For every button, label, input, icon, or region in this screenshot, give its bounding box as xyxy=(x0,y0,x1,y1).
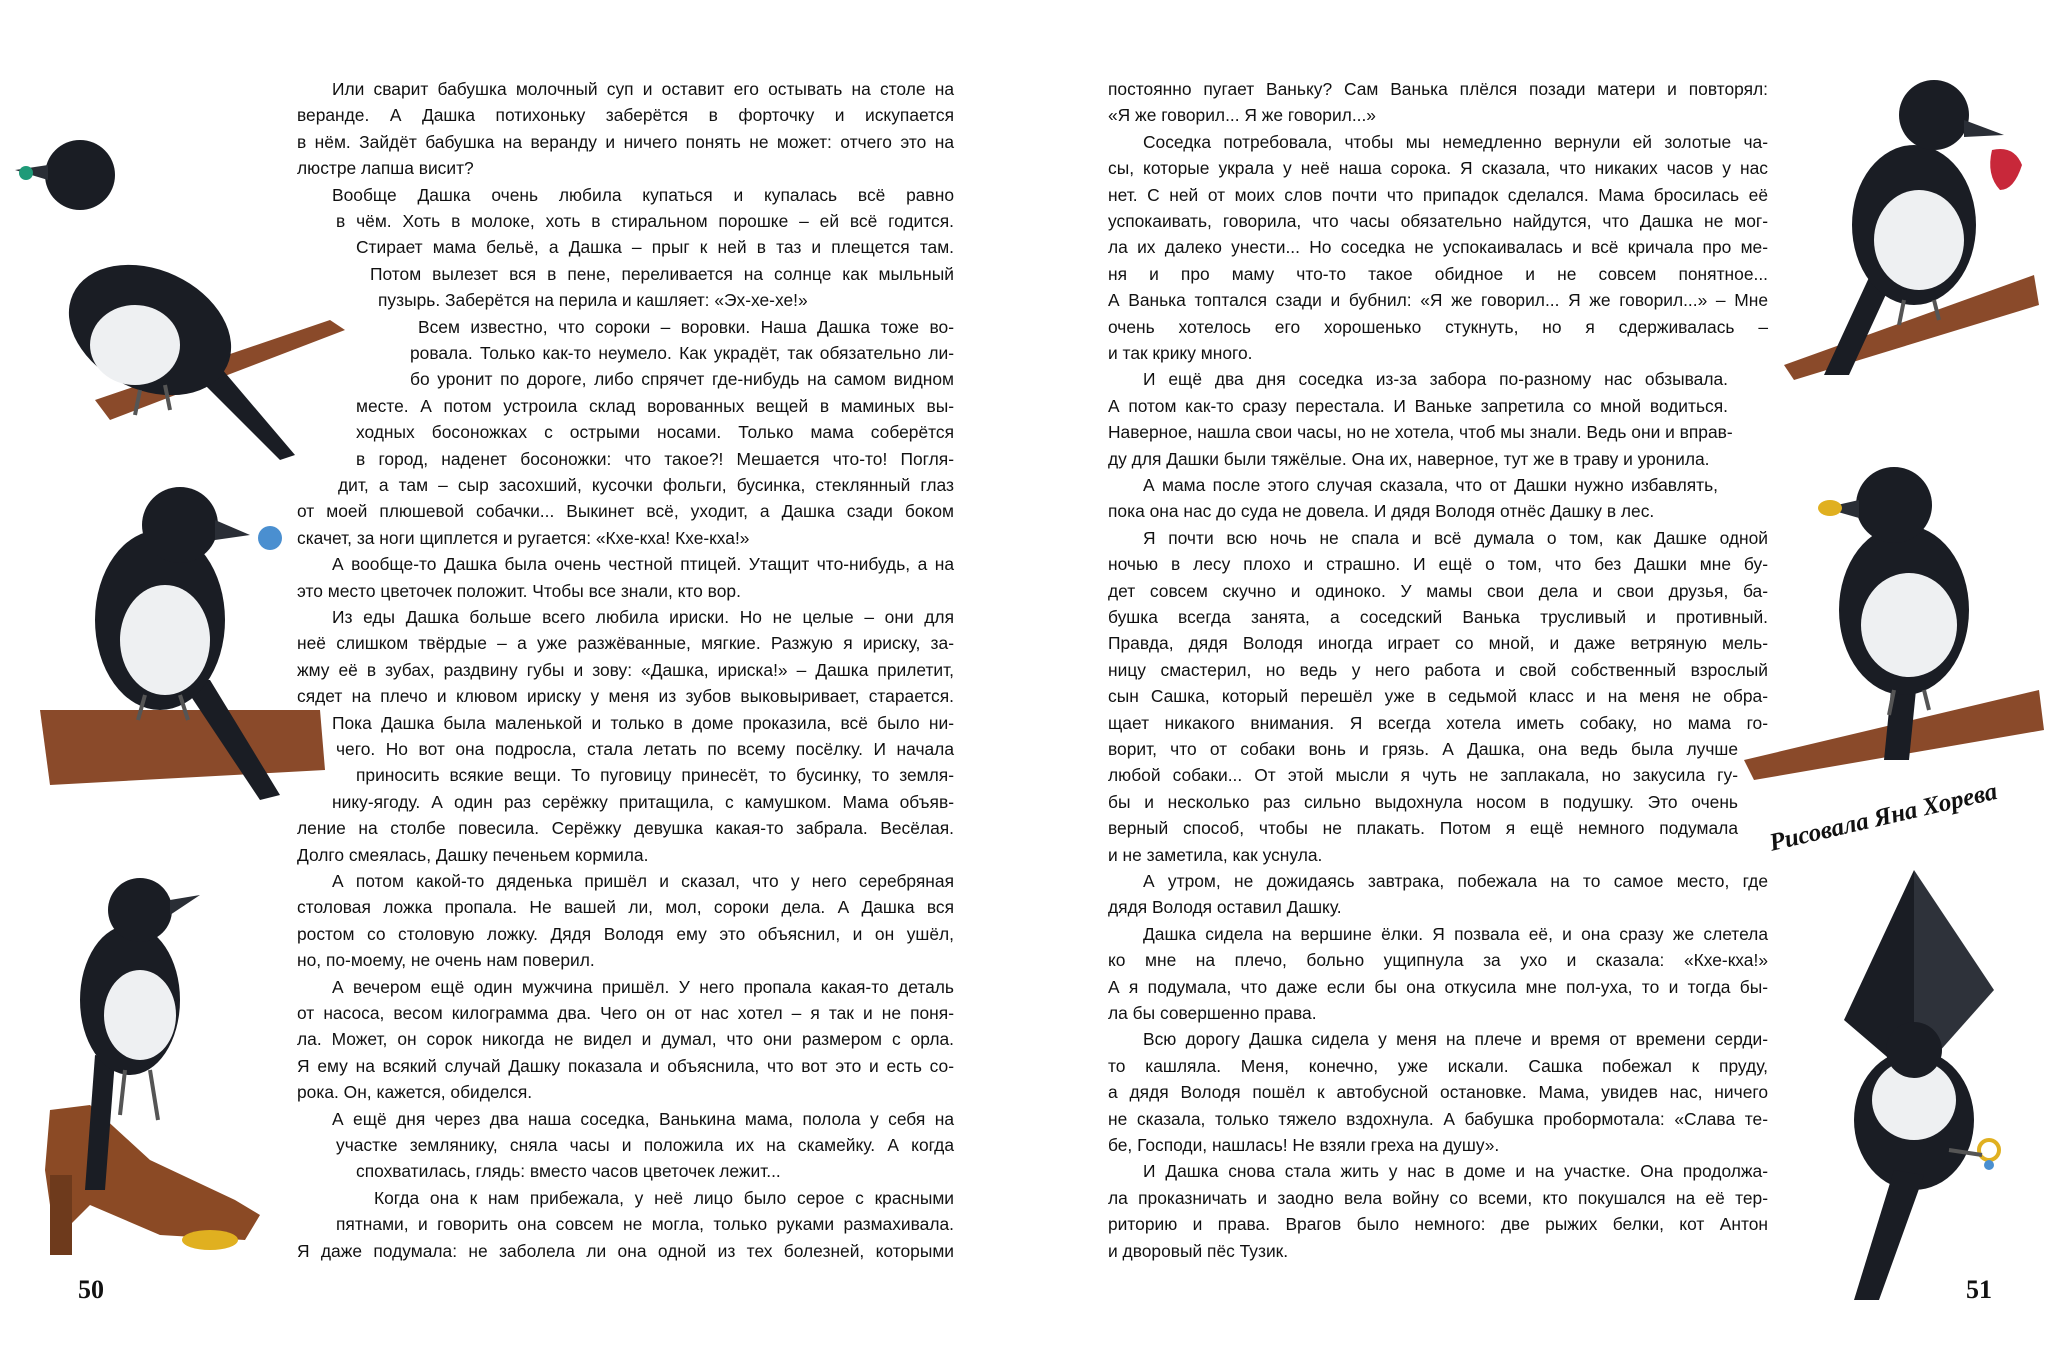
magpie-head xyxy=(1856,467,1932,543)
text-line: неё слишком твёрдые – а уже разжёванные, мягкие. Разжую я ириску, за- xyxy=(297,633,954,654)
text-line: дет совсем скучно и одиноко. У мамы свои дела и свои друзья, ба- xyxy=(1108,580,1768,601)
text-line: пузырь. Заберётся на перила и кашляет: «Эх-хе-хе!» xyxy=(378,290,808,311)
text-line: ление на столбе повесила. Серёжку девушка какая-то забрала. Весёлая. xyxy=(297,818,954,839)
magpie-with-green-bead-illustration xyxy=(0,130,360,470)
text-line: скачет, за ноги щиплется и ругается: «Кхе-кха! Кхе-кха!» xyxy=(297,527,750,548)
text-line: Из еды Дашка больше всего любила ириски. Но не целые – они для xyxy=(332,607,954,627)
text-line: столовая ложка пропала. Не вашей ли, мол, сороки дела. А Дашка вся xyxy=(297,897,954,918)
strawberry-icon xyxy=(1990,149,2022,190)
text-line: веранде. А Дашка потихоньку заберётся в форточку и искупается xyxy=(297,105,954,126)
text-line: а дядя Володя пошёл к автобусной остановке. Мама, увидев нас, ничего xyxy=(1108,1082,1768,1103)
text-line: Я даже подумала: не заболела ли она одной из тех болезней, которыми xyxy=(297,1240,954,1261)
text-line: ходных босоножках с острыми носами. Только мама соберётся xyxy=(356,422,954,443)
text-line: успокаивать, говорила, что часы обязательно найдутся, что Дашка не мог- xyxy=(1108,211,1768,231)
glass-eye-icon xyxy=(258,526,282,550)
text-line: сы, которые украла у неё наша сорока. Я сказала, что никаких часов у нас xyxy=(1108,158,1768,179)
magpie-tail xyxy=(1854,1170,1924,1300)
text-line: в город, наденет босоножки: что такое?! Мешается что-то! Погля- xyxy=(356,448,954,469)
text-line: ла бы совершенно права. xyxy=(1108,1003,1317,1023)
text-line: пока она нас до суда не довела. И дядя Володя отнёс Дашку в лес. xyxy=(1108,501,1655,522)
text-line: ня и про маму что-то такое обидное и не совсем понятное... xyxy=(1108,263,1768,284)
text-line: Пока Дашка была маленькой и только в доме проказила, всё было ни- xyxy=(332,712,954,733)
text-line: постоянно пугает Ваньку? Сам Ванька плёлся позади матери и повторял: xyxy=(1108,79,1768,99)
text-line: Я ему на всякий случай Дашку показала и объяснила, что вот это и есть со- xyxy=(297,1055,954,1076)
text-line: сын Сашка, который перешёл уже в седьмой класс и на меня не обра- xyxy=(1108,686,1768,707)
text-line: в чём. Хоть в молоке, хоть в стиральном порошке – ей всё годится. xyxy=(336,211,954,231)
page-number-right: 51 xyxy=(1966,1275,1992,1304)
text-line: пятнами, и говорить она совсем не могла, только руками размахивала. xyxy=(336,1214,954,1235)
text-line: и дворовый пёс Тузик. xyxy=(1108,1240,1289,1261)
text-line: ла. Может, он сорок никогда не видел и думал, что они размером с орла. xyxy=(297,1029,954,1050)
magpie-belly xyxy=(1874,190,1964,290)
text-line: дядя Володя оставил Дашку. xyxy=(1108,897,1342,918)
magpie-belly xyxy=(120,585,210,695)
text-line: чего. Но вот она подросла, стала летать по всему посёлку. И начала xyxy=(336,739,954,759)
text-line: А ещё дня через два наша соседка, Ванькина мама, полола у себя на xyxy=(332,1108,954,1129)
text-line: это место цветочек положит. Чтобы все знали, кто вор. xyxy=(297,580,741,601)
magpie-belly xyxy=(104,970,176,1060)
text-line: участке землянику, сняла часы и положила их на скамейку. А когда xyxy=(336,1135,954,1155)
shoe-heel xyxy=(50,1175,72,1255)
magpie-leg xyxy=(1899,300,1904,325)
page-number-left: 50 xyxy=(78,1275,104,1304)
text-line: Я почти всю ночь не спала и всё думала о том, как Дашке одной xyxy=(1143,527,1768,548)
text-line: А я подумала, что даже если бы она откусила мне пол-уха, то и тогда бы- xyxy=(1108,976,1768,997)
text-line: щает никакого внимания. Я всегда хотела иметь собаку, но мама го- xyxy=(1108,712,1768,733)
magpie-head xyxy=(45,140,115,210)
text-line: риторию и права. Врагов было немного: две рыжих белки, кот Антон xyxy=(1108,1214,1768,1235)
text-line: верный способ, чтобы не плакать. Потом я ещё немного подумала xyxy=(1108,818,1738,839)
text-line: ду для Дашки были тяжёлые. Она их, наверное, тут же в траву и уронила. xyxy=(1108,448,1710,469)
earring-icon xyxy=(1979,1140,1999,1160)
text-line: приносить всякие вещи. То пуговицу принесёт, то бусинку, то земля- xyxy=(356,765,954,786)
text-line: Вообще Дашка очень любила купаться и купалась всё равно xyxy=(332,184,954,205)
text-line: А утром, не дожидаясь завтрака, побежала на то самое место, где xyxy=(1143,871,1768,891)
text-line: Стирает мама бельё, а Дашка – прыг к ней в таз и плещется там. xyxy=(356,237,954,258)
right-page xyxy=(1024,0,2048,1350)
text-line: но, по-моему, не очень нам поверил. xyxy=(297,950,595,971)
magpie-beak xyxy=(170,895,200,915)
magpie-leg xyxy=(150,1070,158,1120)
text-line: месте. А потом устроила склад ворованных вещей в маминых вы- xyxy=(356,395,954,416)
magpie-head xyxy=(108,878,172,942)
text-line: бы и несколько раз сильно выдохнула носом в подушку. Это очень xyxy=(1108,791,1738,812)
text-line: жму её в зубах, раздвину губы и зову: «Дашка, ириска!» – Дашка прилетит, xyxy=(297,659,954,680)
text-line: А потом как-то сразу перестала. И Ваньке запретила со мной водиться. xyxy=(1108,395,1728,416)
text-line: А вообще-то Дашка была очень честной птицей. Утащит что-нибудь, а на xyxy=(332,554,954,575)
text-line: бе, Господи, нашлась! Не взяли греха на душу». xyxy=(1108,1135,1500,1155)
text-line: Долго смеялась, Дашку печеньем кормила. xyxy=(297,844,649,865)
text-line: ночью в лесу плохо и страшно. И ещё о том, что без Дашки мне бу- xyxy=(1108,554,1768,575)
text-line: И ещё два дня соседка из-за забора по-разному нас обзывала. xyxy=(1143,369,1728,390)
magpie-head xyxy=(142,487,218,563)
text-line: Всем известно, что сороки – воровки. Наша Дашка тоже во- xyxy=(418,316,954,337)
magpie-belly xyxy=(90,305,180,385)
text-line: рока. Он, кажется, обиделся. xyxy=(297,1082,533,1103)
text-line: то кашляла. Меня, конечно, уже искали. Сашка побежал к пруду, xyxy=(1108,1055,1768,1076)
magpie-belly xyxy=(1861,573,1957,677)
text-line: нет. С ней от моих слов почти что припадок сделался. Мама бросилась её xyxy=(1108,184,1768,205)
text-line: дит, а там – сыр засохший, кусочки фольги, бусинка, стеклянный глаз xyxy=(338,475,954,495)
branch xyxy=(40,710,325,785)
magpie-with-candy-illustration xyxy=(1744,460,2044,780)
magpie-flying-with-earring-illustration xyxy=(1764,870,2044,1310)
magpie-on-shoe-illustration xyxy=(30,870,290,1270)
text-line: очень хотелось его хорошенько стукнуть, но я сдерживалась – xyxy=(1108,316,1768,337)
magpie-head xyxy=(1899,80,1969,150)
text-line: ростом со столовую ложку. Дядя Володя ему это объяснил, и он ушёл, xyxy=(297,923,954,944)
text-line: бо уронит по дороге, либо спрячет где-нибудь на самом видном xyxy=(410,369,954,390)
text-line: Дашка сидела на вершине ёлки. Я позвала её, и она сразу же слетела xyxy=(1143,923,1768,944)
text-line: И Дашка снова стала жить у нас в доме и на участке. Она продолжа- xyxy=(1143,1161,1768,1182)
text-line: ворит, что от собаки вонь и грязь. А Дашка, она ведь была лучше xyxy=(1108,739,1738,759)
text-line: Соседка потребовала, чтобы мы немедленно вернули ей золотые ча- xyxy=(1143,131,1768,152)
text-line: и так крику много. xyxy=(1108,343,1253,363)
shoe xyxy=(45,1105,260,1240)
text-line: Всю дорогу Дашка сидела у меня на плече и время от времени серди- xyxy=(1143,1029,1768,1050)
text-line: ницу смастерил, но ведь у него работа и свой собственный взрослый xyxy=(1108,659,1768,680)
text-line: любой собаки... От этой мысли я чуть не заплакала, но закусила гу- xyxy=(1108,765,1738,786)
text-line: ровала. Только как-то неумело. Как украдёт, так обязательно ли- xyxy=(410,343,954,363)
text-line: нику-ягоду. А один раз серёжку притащила, с камушком. Мама объяв- xyxy=(332,791,954,812)
text-line: не сказала, только тяжело вздохнула. А бабушка пробормотала: «Слава те- xyxy=(1108,1108,1768,1129)
text-line: в нём. Зайдёт бабушка на веранду и ничего понять не может: отчего это на xyxy=(297,131,954,152)
earring-stone xyxy=(1984,1160,1994,1170)
magpie-with-strawberry-illustration xyxy=(1764,75,2044,375)
text-line: А Ванька топтался сзади и бубнил: «Я же говорил... Я же говорил...» – Мне xyxy=(1108,290,1768,311)
text-line: люстре лапша висит? xyxy=(297,158,474,179)
text-line: Правда, дядя Володя иногда играет со мной, и даже ветряную мель- xyxy=(1108,633,1768,654)
text-line: А мама после этого случая сказала, что от Дашки нужно избавлять, xyxy=(1143,475,1718,495)
treasure-pile xyxy=(182,1230,238,1250)
magpie-beak xyxy=(215,520,250,540)
text-line: ко мне на плечо, больно ущипнула за ухо и сказала: «Кхе-кха!» xyxy=(1108,950,1768,971)
text-line: сядет на плечо и клювом ириску у меня из зубов выковыривает, старается. xyxy=(297,686,954,707)
text-line: спохватилась, глядь: вместо часов цветочек лежит... xyxy=(356,1161,781,1182)
text-line: бушка всегда занята, а соседский Ванька трусливый и противный. xyxy=(1108,607,1768,627)
text-line: от насоса, весом килограмма два. Чего он от нас хотел – я так и не поня- xyxy=(297,1003,954,1023)
magpie-leg xyxy=(120,1070,125,1115)
text-line: ла проказничать и заодно вела войну со всеми, кто покушался на её тер- xyxy=(1108,1187,1768,1208)
text-line: от моей плюшевой собачки... Выкинет всё, уходит, а Дашка сзади боком xyxy=(297,501,954,522)
text-line: Наверное, нашла свои часы, но не хотела, чтоб мы знали. Ведь они и вправ- xyxy=(1108,422,1733,443)
magpie-leg xyxy=(1924,690,1929,710)
magpie-head xyxy=(1886,1022,1942,1078)
text-line: Когда она к нам прибежала, у неё лицо было серое с красными xyxy=(374,1187,954,1208)
illustration-credit: Рисовала Яна Хорева xyxy=(1766,777,2000,857)
text-line: и не заметила, как уснула. xyxy=(1108,844,1323,865)
green-bead-icon xyxy=(19,166,33,180)
text-line: ла их далеко унести... Но соседка не успокаивалась и всё кричала про ме- xyxy=(1108,237,1768,258)
magpie-with-glass-eye-illustration xyxy=(30,480,330,800)
text-line: Потом вылезет вся в пене, переливается на солнце как мыльный xyxy=(370,263,954,284)
text-line: Или сварит бабушка молочный суп и оставит его остывать на столе на xyxy=(332,79,954,99)
text-line: А вечером ещё один мужчина пришёл. У него пропала какая-то деталь xyxy=(332,976,954,997)
text-line: А потом какой-то дяденька пришёл и сказал, что у него серебряная xyxy=(332,871,954,891)
text-line: «Я же говорил... Я же говорил...» xyxy=(1108,105,1376,126)
candy-icon xyxy=(1818,500,1842,516)
magpie-beak xyxy=(1964,120,2004,137)
